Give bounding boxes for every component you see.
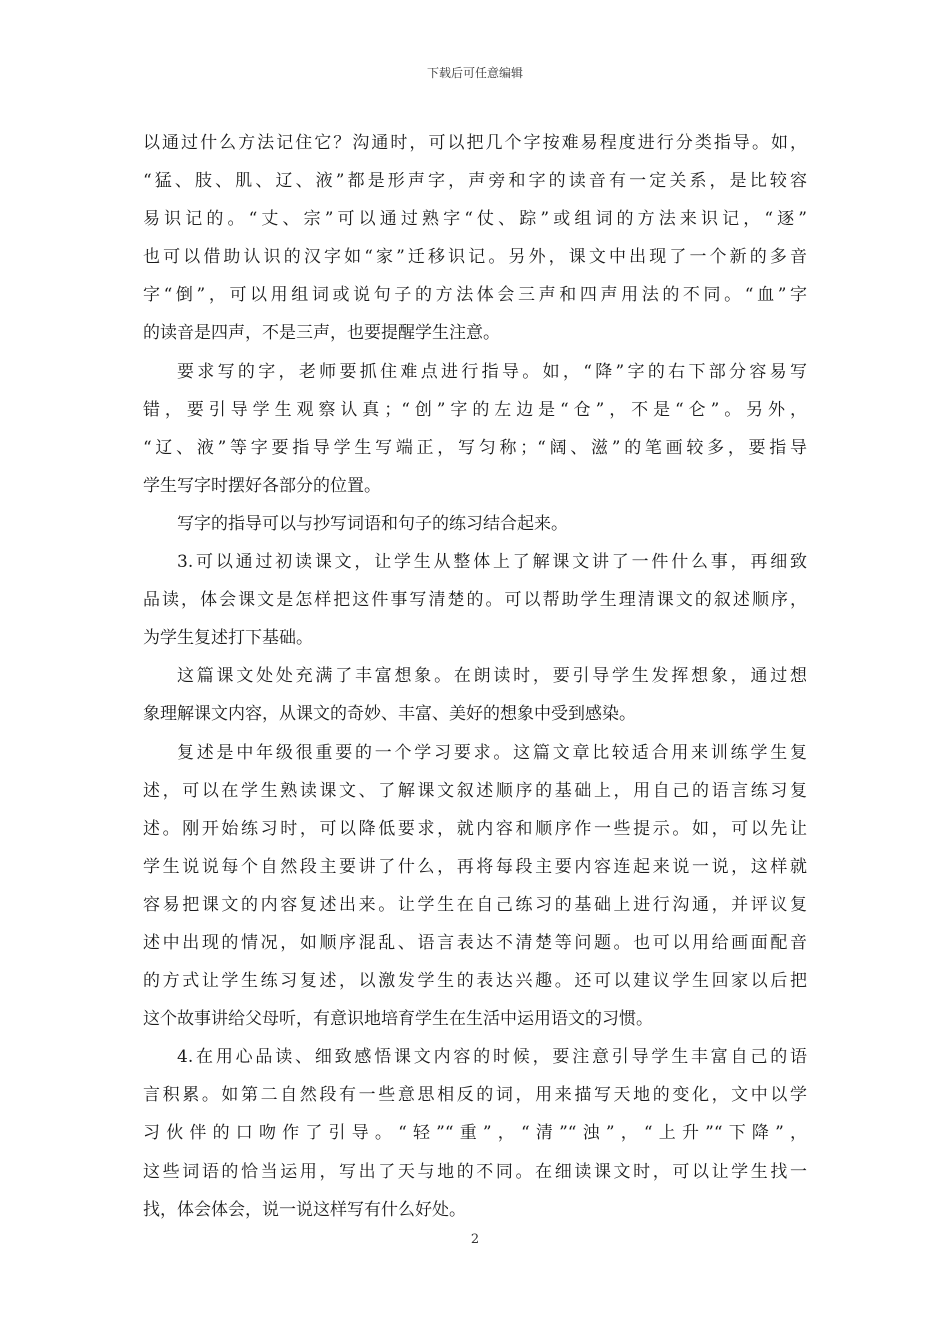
text-line: 复述是中年级很重要的一个学习要求。这篇文章比较适合用来训练学生复 (177, 742, 807, 763)
text-line: 字“倒”，可以用组词或说句子的方法体会三声和四声用法的不同。“血”字 (143, 285, 807, 306)
text-line: 也可以借助认识的汉字如“家”迁移识记。另外，课文中出现了一个新的多音 (143, 247, 807, 268)
text-line: 言积累。如第二自然段有一些意思相反的词，用来描写天地的变化，文中以学 (143, 1085, 807, 1106)
text-line: 述，可以在学生熟读课文、了解课文叙述顺序的基础上，用自己的语言练习复 (143, 780, 807, 801)
text-line: 容易把课文的内容复述出来。让学生在自己练习的基础上进行沟通，并评议复 (143, 894, 807, 915)
text-line: 的读音是四声，不是三声，也要提醒学生注意。 (143, 323, 500, 344)
text-line: 这篇课文处处充满了丰富想象。在朗读时，要引导学生发挥想象，通过想 (177, 666, 807, 687)
text-line: 的方式让学生练习复述，以激发学生的表达兴趣。还可以建议学生回家以后把 (143, 971, 807, 992)
text-line: 述中出现的情况，如顺序混乱、语言表达不清楚等问题。也可以用给画面配音 (143, 932, 807, 953)
text-line: 习伙伴的口吻作了引导。“轻”“重”，“清”“浊”，“上升”“下降”， (143, 1123, 807, 1144)
text-line: 3.可以通过初读课文，让学生从整体上了解课文讲了一件什么事，再细致 (177, 552, 807, 573)
text-line: 为学生复述打下基础。 (143, 628, 313, 649)
text-line: 易识记的。“丈、宗”可以通过熟字“仗、踪”或组词的方法来识记，“逐” (143, 209, 807, 230)
text-line: 这个故事讲给父母听，有意识地培育学生在生活中运用语文的习惯。 (143, 1009, 653, 1030)
text-line: 错，要引导学生观察认真；“创”字的左边是“仓”，不是“仑”。另外， (143, 399, 807, 420)
page-header: 下载后可任意编辑 (426, 66, 523, 80)
text-line: 象理解课文内容，从课文的奇妙、丰富、美好的想象中受到感染。 (143, 704, 636, 725)
text-line: 4.在用心品读、细致感悟课文内容的时候，要注意引导学生丰富自己的语 (177, 1047, 807, 1068)
text-line: 要求写的字，老师要抓住难点进行指导。如，“降”字的右下部分容易写 (177, 361, 807, 382)
text-line: “辽、液”等字要指导学生写端正，写匀称；“阔、滋”的笔画较多，要指导 (143, 437, 807, 458)
text-line: 学生写字时摆好各部分的位置。 (143, 475, 381, 496)
page-number: 2 (470, 1232, 480, 1247)
text-line: 品读，体会课文是怎样把这件事写清楚的。可以帮助学生理清课文的叙述顺序， (143, 590, 807, 611)
text-line: 学生说说每个自然段主要讲了什么，再将每段主要内容连起来说一说，这样就 (143, 856, 807, 877)
text-line: 述。刚开始练习时，可以降低要求，就内容和顺序作一些提示。如，可以先让 (143, 818, 807, 839)
text-line: 找，体会体会，说一说这样写有什么好处。 (143, 1199, 466, 1220)
text-line: “猛、肢、肌、辽、液”都是形声字，声旁和字的读音有一定关系，是比较容 (143, 171, 807, 192)
text-line: 这些词语的恰当运用，写出了天与地的不同。在细读课文时，可以让学生找一 (143, 1161, 807, 1182)
document-body (143, 124, 807, 1229)
text-line: 写字的指导可以与抄写词语和句子的练习结合起来。 (177, 513, 568, 534)
text-line: 以通过什么方法记住它？沟通时，可以把几个字按难易程度进行分类指导。如， (143, 133, 807, 153)
